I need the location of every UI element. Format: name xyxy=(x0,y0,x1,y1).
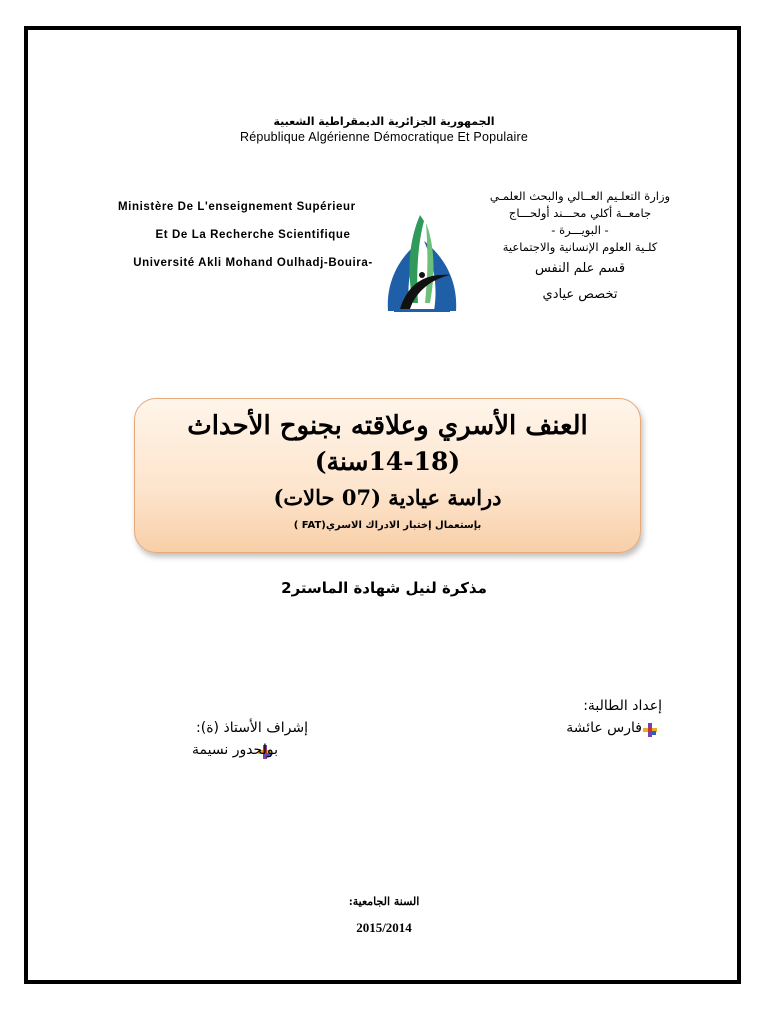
academic-year-label: السنة الجامعية: xyxy=(348,895,420,908)
city-line: - البويـــرة - xyxy=(551,223,609,237)
thesis-title-box xyxy=(134,398,641,553)
ministry-line: Et De La Recherche Scientifique xyxy=(155,229,351,241)
bullet-icon xyxy=(642,722,658,738)
student-name: فارس عائشة xyxy=(566,720,642,736)
university-line: جامعــة أكلي محـــند أولحـــاج xyxy=(508,206,652,220)
supervisor-label: إشراف الأستاذ (ة): xyxy=(196,720,308,736)
republic-name-arabic: الجمهورية الجزائرية الديمقراطية الشعبية xyxy=(273,115,495,128)
degree-statement: مذكرة لنيل شهادة الماستر2 xyxy=(281,579,487,597)
ministry-arabic-block xyxy=(470,188,690,308)
university-line: Université Akli Mohand Oulhadj-Bouira- xyxy=(133,257,373,269)
university-logo-icon xyxy=(380,213,464,317)
thesis-title: العنف الأسري وعلاقته بجنوح الأحداث xyxy=(187,411,588,441)
supervisor-name: بولحدور نسيمة xyxy=(192,742,278,758)
department-line: قسم علم النفس xyxy=(534,261,626,276)
ministry-line: Ministère De L'enseignement Supérieur xyxy=(118,201,356,213)
specialty-line: تخصص عيادي xyxy=(542,287,618,302)
faculty-line: كلـية العلوم الإنسانية والاجتماعية xyxy=(502,240,658,254)
academic-year-value: 2015/2014 xyxy=(356,920,412,935)
ministry-french-block xyxy=(118,193,388,277)
ministry-line: وزارة التعلـيم العــالي والبحث العلمـي xyxy=(489,189,671,203)
age-range: (14-18سنة) xyxy=(314,447,461,476)
republic-name-french: République Algérienne Démocratique Et Populaire xyxy=(239,130,529,144)
test-used: بإستعمال إختبار الادراك الاسري(FAT ) xyxy=(293,520,482,531)
study-type: دراسة عيادية (07 حالات) xyxy=(273,485,502,510)
prepared-by-label: إعداد الطالبة: xyxy=(583,698,662,714)
